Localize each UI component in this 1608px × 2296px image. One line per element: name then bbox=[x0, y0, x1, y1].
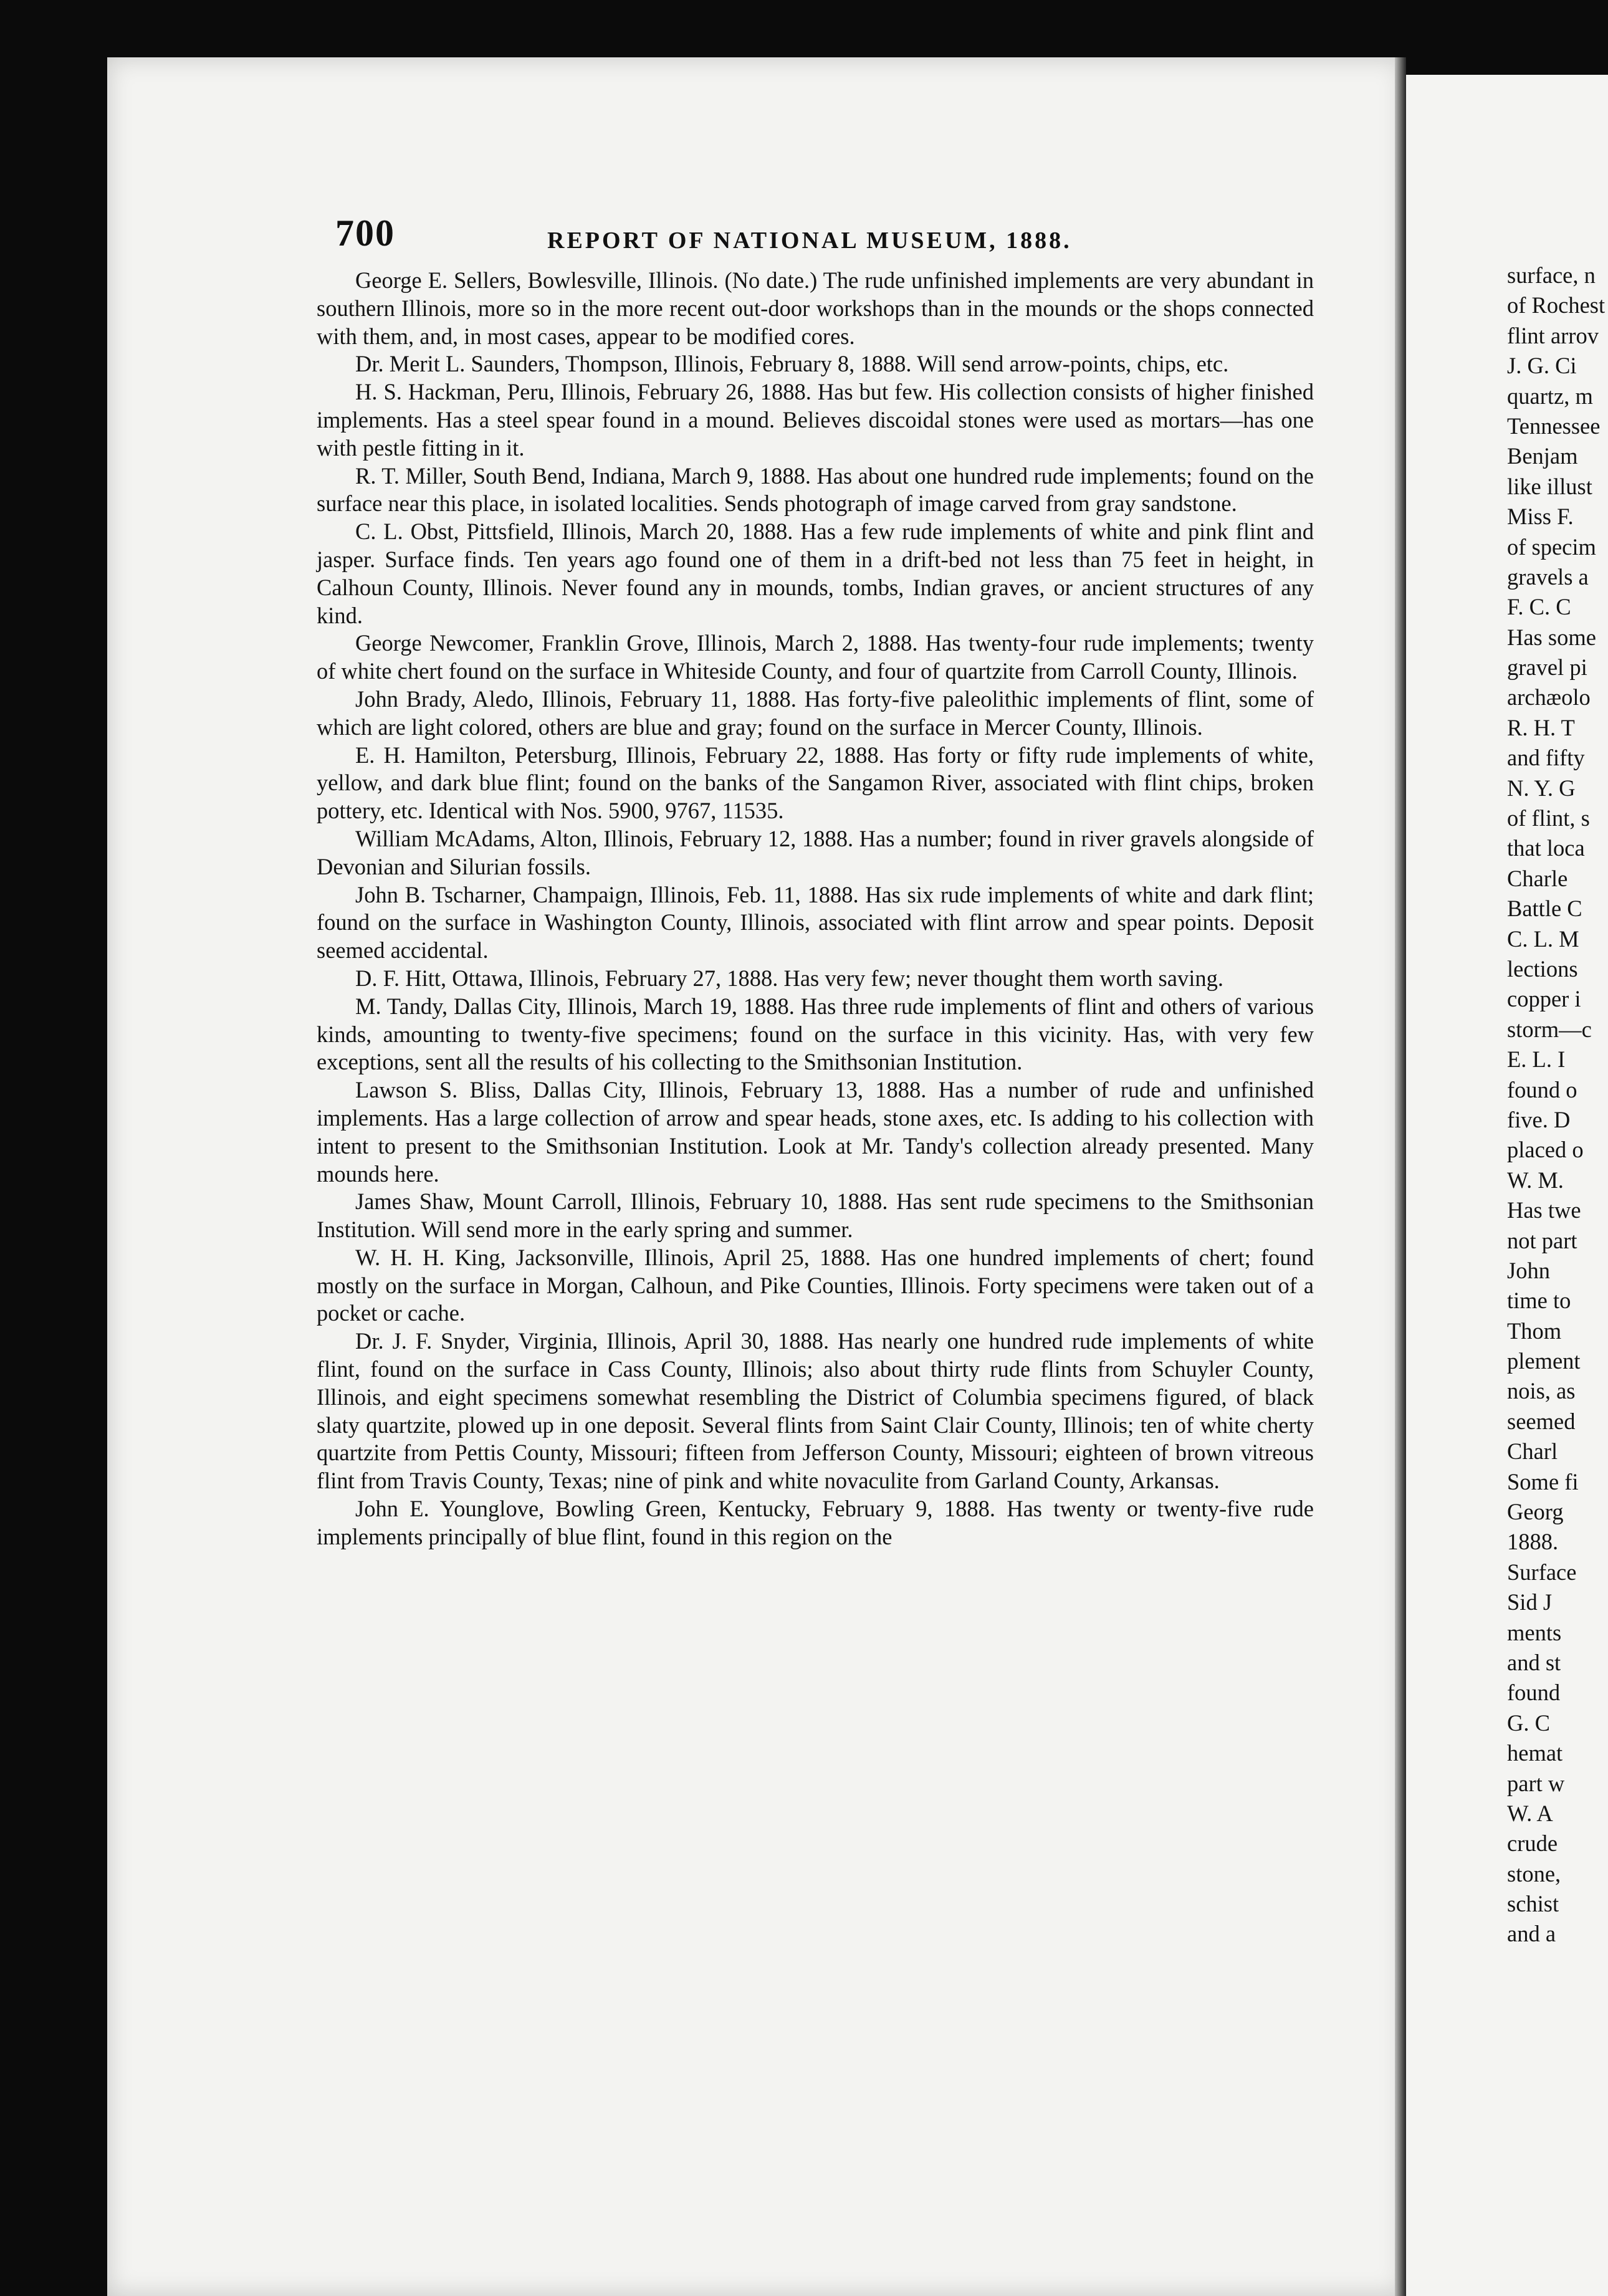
right-page-line: and a bbox=[1507, 1921, 1556, 1947]
correspondent-entry: William McAdams, Alton, Illinois, February 12, 1888. Has a number; found in river gravels alongside of Devonian and Silurian fossils. bbox=[317, 825, 1314, 879]
right-page-line: surface, n bbox=[1507, 262, 1596, 288]
right-page-line: storm—c bbox=[1507, 1016, 1592, 1042]
right-page-line: Charl bbox=[1507, 1438, 1558, 1465]
right-page-line: part w bbox=[1507, 1770, 1565, 1796]
correspondent-entry: E. H. Hamilton, Petersburg, Illinois, February 22, 1888. Has forty or fifty rude implements of white, yellow, and dark blue flint; found on the banks of the Sangamon River, associated with flint chips, broken pottery, etc. Identical with Nos. 5900, 9767, 11535. bbox=[317, 742, 1314, 824]
right-page-line: Tennessee bbox=[1507, 413, 1601, 439]
right-page-line: gravels a bbox=[1507, 563, 1589, 590]
right-page-line: like illust bbox=[1507, 473, 1592, 499]
right-page-text-column bbox=[1507, 261, 1608, 1949]
page-header-title: REPORT OF NATIONAL MUSEUM, 1888. bbox=[547, 227, 1072, 254]
correspondent-entry: John Brady, Aledo, Illinois, February 11, 1888. Has forty-five paleolithic implements of flint, some of which are light colored, others are blue and gray; found on the surface in Mercer County, Illinois. bbox=[317, 686, 1314, 740]
right-page-line: copper i bbox=[1507, 986, 1581, 1012]
right-page-line: Surface bbox=[1507, 1559, 1577, 1585]
right-page-line: W. A bbox=[1507, 1800, 1553, 1826]
correspondent-entry: H. S. Hackman, Peru, Illinois, February 26, 1888. Has but few. His collection consists of higher finished implements. Has a steel spear found in a mound. Believes discoidal stones were used as mortars—has one with pestle fitting in it. bbox=[317, 379, 1314, 461]
right-page-line: John bbox=[1507, 1257, 1550, 1283]
correspondent-entry: George Newcomer, Franklin Grove, Illinois, March 2, 1888. Has twenty-four rude implements; twenty of white chert found on the surface in Whiteside County, and four of quartzite from Carroll County, Illinois. bbox=[317, 630, 1314, 684]
correspondent-entry: Lawson S. Bliss, Dallas City, Illinois, February 13, 1888. Has a number of rude and unfinished implements. Has a large collection of arrow and spear heads, stone axes, etc. Is adding to his collection with intent to present to the Smithsonian Institution. Look at Mr. Tandy's collection already presented. Many mounds here. bbox=[317, 1077, 1314, 1187]
right-page-line: found o bbox=[1507, 1076, 1577, 1103]
correspondent-entry: R. T. Miller, South Bend, Indiana, March 9, 1888. Has about one hundred rude implements; found on the surface near this place, in isolated localities. Sends photograph of image carved from gray sandstone. bbox=[317, 462, 1314, 517]
correspondent-entry: C. L. Obst, Pittsfield, Illinois, March 20, 1888. Has a few rude implements of white and pink flint and jasper. Surface finds. Ten years ago found one of them in a drift-bed not less than 75 feet in height, in Calhoun County, Illinois. Never found any in mounds, tombs, Indian graves, or ancient structures of any kind. bbox=[317, 519, 1314, 628]
right-page-line: seemed bbox=[1507, 1408, 1576, 1434]
right-page-line: schist bbox=[1507, 1891, 1559, 1917]
correspondent-entry: M. Tandy, Dallas City, Illinois, March 19, 1888. Has three rude implements of flint and others of various kinds, amounting to twenty-five specimens; found on the surface in this vicinity. Has, with very few exceptions, sent all the results of his collecting to the Smithsonian Institution. bbox=[317, 993, 1314, 1075]
right-page-line: C. L. M bbox=[1507, 926, 1579, 952]
correspondent-entry: D. F. Hitt, Ottawa, Illinois, February 27, 1888. Has very few; never thought them worth saving. bbox=[355, 965, 1223, 991]
right-page-line: placed o bbox=[1507, 1137, 1584, 1163]
right-page-line: Thom bbox=[1507, 1318, 1562, 1344]
right-page-line: Miss F. bbox=[1507, 504, 1574, 530]
right-page-line: nois, as bbox=[1507, 1378, 1576, 1404]
correspondent-entry: John B. Tscharner, Champaign, Illinois, Feb. 11, 1888. Has six rude implements of white and dark flint; found on the surface in Washington County, Illinois, associated with flint arrow and spear points. Deposit seemed accidental. bbox=[317, 881, 1314, 964]
right-page-line: hemat bbox=[1507, 1740, 1563, 1766]
right-page-line: Battle C bbox=[1507, 896, 1582, 922]
correspondent-entry: James Shaw, Mount Carroll, Illinois, February 10, 1888. Has sent rude specimens to the Smithsonian Institution. Will send more in the early spring and summer. bbox=[317, 1189, 1314, 1243]
right-page-line: lections bbox=[1507, 955, 1578, 982]
right-page-line: plement bbox=[1507, 1348, 1581, 1374]
right-page-line: time to bbox=[1507, 1288, 1571, 1314]
right-page-line: F. C. C bbox=[1507, 594, 1571, 620]
right-page-line: and st bbox=[1507, 1649, 1561, 1675]
right-page-line: Sid J bbox=[1507, 1589, 1553, 1615]
correspondent-entry: W. H. H. King, Jacksonville, Illinois, April 25, 1888. Has one hundred implements of chert; found mostly on the surface in Morgan, Calhoun, and Pike Counties, Illinois. Forty specimens were taken out of a pocket or cache. bbox=[317, 1244, 1314, 1326]
right-page-line: five. D bbox=[1507, 1106, 1571, 1132]
right-page-line: found bbox=[1507, 1680, 1561, 1706]
right-page-line: Georg bbox=[1507, 1499, 1564, 1525]
correspondent-entry: George E. Sellers, Bowlesville, Illinois. (No date.) The rude unfinished implements are very abundant in southern Illinois, more so in the more recent out-door workshops than in the mounds or the shops connected with them, and, in most cases, appear to be modified cores. bbox=[317, 267, 1314, 349]
right-page-line: Charle bbox=[1507, 865, 1568, 891]
right-page-line: flint arrov bbox=[1507, 322, 1599, 348]
right-page-line: J. G. Ci bbox=[1507, 353, 1577, 379]
right-page-line: 1888. bbox=[1507, 1529, 1559, 1555]
right-page-line: N. Y. G bbox=[1507, 775, 1576, 801]
right-page-line: not part bbox=[1507, 1227, 1577, 1253]
correspondent-entry: Dr. Merit L. Saunders, Thompson, Illinois, February 8, 1888. Will send arrow-points, chips, etc. bbox=[355, 351, 1229, 377]
correspondent-entry: Dr. J. F. Snyder, Virginia, Illinois, April 30, 1888. Has nearly one hundred rude implements of white flint, found on the surface in Cass County, Illinois; also about thirty rude flints from Schuyler County, Illinois, and eight specimens somewhat resembling the District of Columbia specimens figured, of black slaty quartzite, plowed up in one deposit. Several flints from Saint Clair County, Illinois; ten of white cherty quartzite from Pettis County, Missouri; fifteen from Jefferson County, Missouri; eighteen of brown vitreous flint from Travis County, Texas; nine of pink and white novaculite from Garland County, Arkansas. bbox=[317, 1328, 1314, 1494]
right-page-line: R. H. T bbox=[1507, 714, 1575, 740]
page-number: 700 bbox=[335, 213, 395, 254]
right-page-line: of specim bbox=[1507, 533, 1596, 560]
right-page-line: and fifty bbox=[1507, 745, 1585, 771]
right-page-line: archæolo bbox=[1507, 684, 1591, 710]
right-page-line: Has some bbox=[1507, 624, 1596, 650]
right-page-line: of Rochest bbox=[1507, 292, 1606, 318]
running-head bbox=[335, 212, 1333, 268]
right-page-line: crude bbox=[1507, 1830, 1558, 1857]
right-page-line: quartz, m bbox=[1507, 383, 1593, 409]
right-page-line: Some fi bbox=[1507, 1468, 1579, 1495]
right-page-line: G. C bbox=[1507, 1710, 1550, 1736]
right-page-line: gravel pi bbox=[1507, 654, 1587, 681]
correspondent-entry: John E. Younglove, Bowling Green, Kentucky, February 9, 1888. Has twenty or twenty-five rude implements principally of blue flint, found in this region on the bbox=[317, 1496, 1314, 1549]
right-page-line: that loca bbox=[1507, 835, 1585, 861]
body-text bbox=[317, 267, 1314, 1551]
right-page-line: Benjam bbox=[1507, 443, 1578, 469]
right-page-line: stone, bbox=[1507, 1860, 1561, 1887]
right-page-line: ments bbox=[1507, 1619, 1562, 1645]
right-page-line: Has twe bbox=[1507, 1197, 1581, 1223]
book-gutter bbox=[1395, 57, 1406, 2296]
right-page-line: of flint, s bbox=[1507, 805, 1590, 831]
right-page-line: E. L. I bbox=[1507, 1046, 1566, 1073]
right-page-line: W. M. bbox=[1507, 1167, 1564, 1193]
